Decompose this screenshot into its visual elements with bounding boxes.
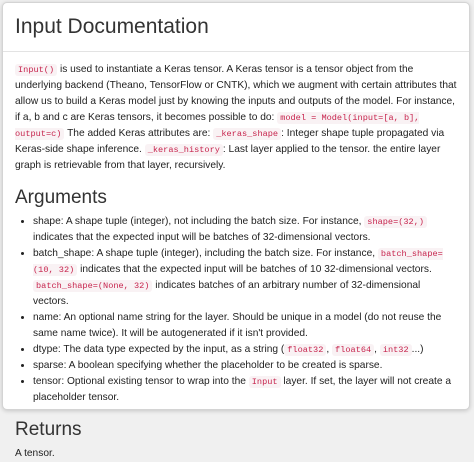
panel-body bbox=[3, 52, 469, 462]
code-batch-shape-2: batch_shape=(None, 32) bbox=[33, 280, 152, 292]
arguments-list bbox=[15, 214, 457, 406]
code-model-example: model = Model(input=[a, b], output=c) bbox=[15, 113, 420, 139]
code-int32: int32 bbox=[380, 344, 412, 356]
dtype-text-2: ...) bbox=[411, 344, 424, 355]
dtype-sep-2: , bbox=[374, 344, 380, 355]
intro-paragraph bbox=[15, 62, 457, 174]
code-float64: float64 bbox=[332, 344, 374, 356]
argument-tensor bbox=[33, 374, 457, 406]
intro-text-2: The added Keras attributes are: bbox=[64, 128, 214, 139]
code-float32: float32 bbox=[284, 344, 326, 356]
panel-header bbox=[3, 3, 469, 52]
sparse-text: sparse: A boolean specifying whether the placeholder to be created is sparse. bbox=[33, 360, 383, 371]
code-batch-shape-1: batch_shape=(10, 32) bbox=[33, 249, 443, 275]
returns-heading: Returns bbox=[15, 419, 82, 440]
shape-text-2: indicates that the expected input will be batches of 32-dimensional vectors. bbox=[33, 232, 371, 243]
name-text: name: An optional name string for the layer. Should be unique in a model (do not reuse the same name twice). It will be autogenerated if it isn't provided. bbox=[33, 312, 442, 339]
tensor-text-2: layer. If set, the layer will not create a placeholder tensor. bbox=[33, 376, 451, 403]
dtype-sep-1: , bbox=[326, 344, 333, 355]
argument-dtype bbox=[33, 342, 457, 358]
tensor-text-1: tensor: Optional existing tensor to wrap into the bbox=[33, 376, 249, 387]
argument-name bbox=[33, 310, 457, 342]
argument-sparse bbox=[33, 358, 457, 374]
page-title: Input Documentation bbox=[15, 15, 209, 38]
arguments-heading: Arguments bbox=[15, 187, 107, 208]
batch-shape-text-3: indicates batches of an arbitrary number of 32-dimensional vectors. bbox=[33, 280, 421, 307]
argument-batch-shape bbox=[33, 246, 457, 310]
intro-text-3: : Integer shape tuple propagated via Keras-side shape inference. bbox=[15, 128, 445, 155]
documentation-panel bbox=[2, 2, 470, 459]
code-shape: shape=(32,) bbox=[364, 216, 427, 228]
code-input: Input() bbox=[15, 64, 57, 76]
batch-shape-text-2: indicates that the expected input will be batches of 10 32-dimensional vectors. bbox=[77, 264, 432, 275]
code-input-layer: Input bbox=[249, 376, 281, 388]
shape-text-1: shape: A shape tuple (integer), not including the batch size. For instance, bbox=[33, 216, 365, 227]
code-keras-history: _keras_history bbox=[145, 144, 223, 156]
returns-text: A tensor. bbox=[15, 448, 55, 459]
argument-shape bbox=[33, 214, 457, 246]
batch-shape-text-1: batch_shape: A shape tuple (integer), including the batch size. For instance, bbox=[33, 248, 378, 259]
intro-text-4: : Last layer applied to the tensor. the entire layer graph is retrievable from that layer, recursively. bbox=[15, 144, 441, 171]
dtype-text-1: dtype: The data type expected by the input, as a string ( bbox=[33, 344, 285, 355]
code-keras-shape: _keras_shape bbox=[213, 128, 281, 140]
intro-text-1: is used to instantiate a Keras tensor. A Keras tensor is a tensor object from the underlying backend (Theano, TensorFlow or CNTK), which we augment with certain attributes that allow us to build a Keras model just by knowing the inputs and outputs of the model. For instance, if a, b and c are Keras tensors, it becomes possible to do: bbox=[15, 64, 457, 123]
